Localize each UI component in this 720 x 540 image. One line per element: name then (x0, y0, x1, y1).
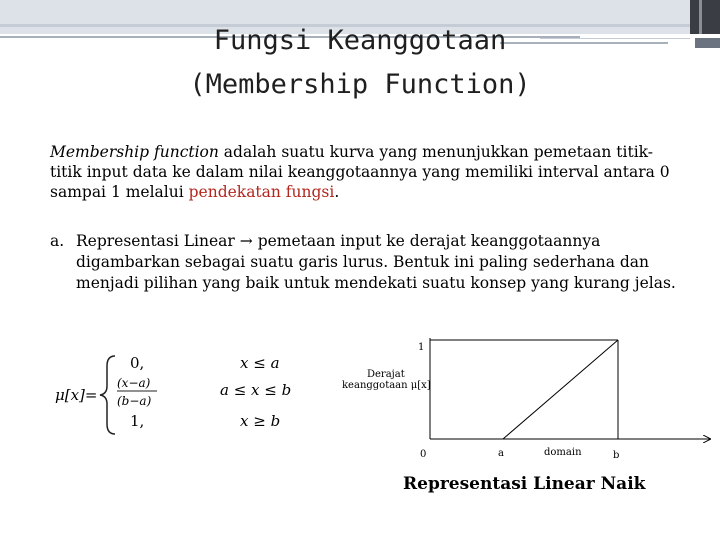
formula-lhs: μ[x]= (55, 386, 98, 404)
membership-formula (55, 350, 305, 440)
y-top-label: 1 (418, 342, 425, 353)
list-item-linear (50, 231, 690, 292)
x-axis-label: domain (544, 447, 582, 458)
formula-case3-cond: x ≥ b (240, 412, 281, 430)
formula-case3-value: 1, (130, 412, 145, 430)
slide-title-line2: (Membership Function) (189, 69, 531, 100)
list-text: pemetaan input ke derajat keanggotaannya digambarkan sebagai suatu garis lurus. Bentuk ini paling sederhana dan menjadi pilihan yang baik untuk mendekati suatu konsep yang kurang jelas. (76, 232, 676, 292)
formula-case2-cond: a ≤ x ≤ b (220, 381, 292, 399)
list-marker: a. (50, 232, 65, 250)
formula-case1-value: 0, (130, 354, 145, 372)
membership-line (503, 340, 618, 439)
formula-case2-num: (x−a) (117, 376, 151, 390)
intro-text: adalah suatu kurva yang menunjukkan pemetaan titik-titik input data ke dalam nilai keanggotaannya yang memiliki interval antara 0 sampai 1 melalui (50, 143, 670, 201)
list-body (76, 231, 686, 294)
intro-term: Membership function (50, 143, 219, 161)
a-label: a (498, 448, 504, 459)
b-label: b (613, 450, 620, 461)
graph-caption: Representasi Linear Naik (403, 474, 646, 494)
intro-paragraph (50, 142, 680, 202)
intro-highlight: pendekatan fungsi (188, 183, 335, 201)
arrow-icon: → (239, 232, 253, 250)
formula-case1-cond: x ≤ a (240, 354, 280, 372)
intro-end: . (334, 183, 340, 201)
y-axis-label-line2: keanggotaan μ[x] (342, 380, 431, 391)
linear-membership-graph (330, 330, 720, 470)
formula-brace (100, 356, 115, 434)
formula-case2-den: (b−a) (117, 394, 152, 408)
origin-label: 0 (420, 449, 427, 460)
y-axis-label-line1: Derajat (367, 369, 405, 380)
slide-title-line1: Fungsi Keanggotaan (213, 25, 507, 56)
list-label: Representasi Linear (76, 232, 235, 250)
